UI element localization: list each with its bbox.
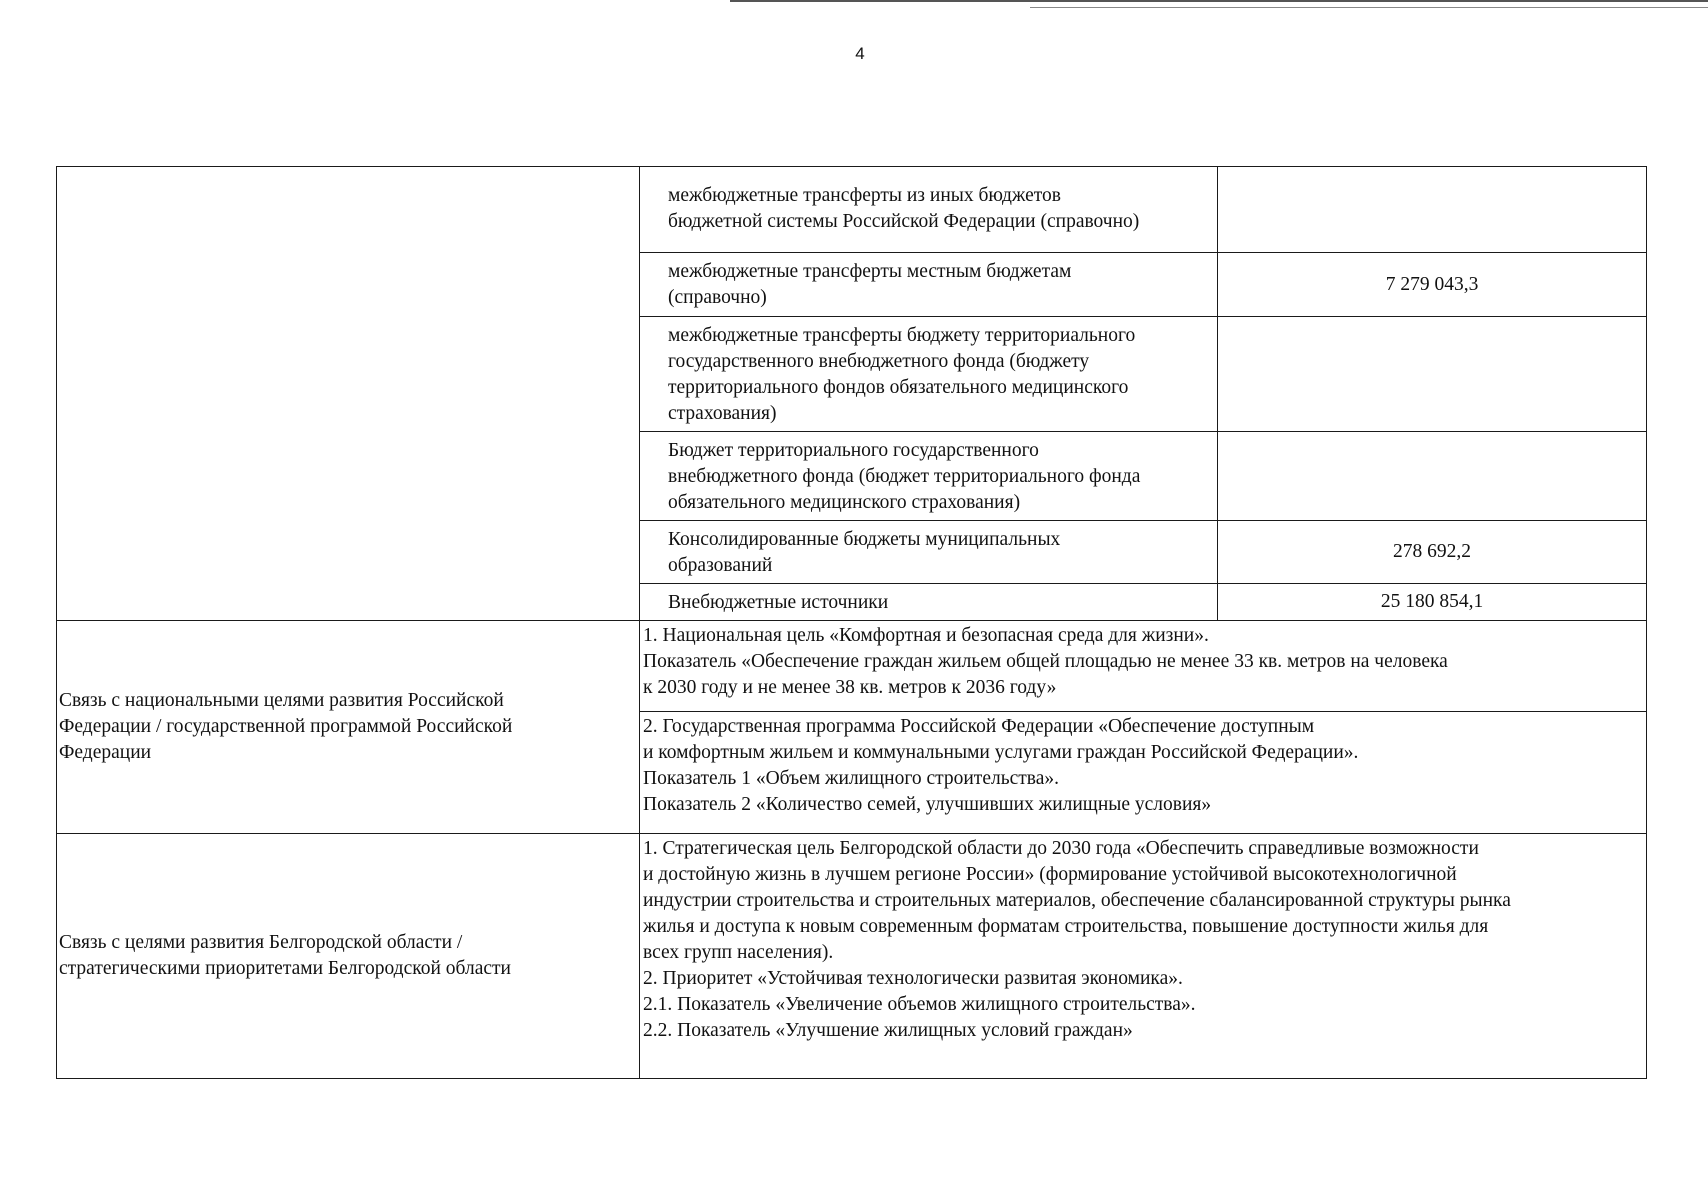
financing-source-cell: межбюджетные трансферты бюджету территориального государственного внебюджетного фонда (бюджету территориального фондов обязательного медицинского страхования): [640, 317, 1218, 432]
table-row: [57, 167, 1647, 253]
passport-table: [56, 166, 1647, 1079]
financing-source-cell: Консолидированные бюджеты муниципальных образований: [640, 521, 1218, 584]
financing-source-cell: межбюджетные трансферты из иных бюджетов бюджетной системы Российской Федерации (справочно): [640, 167, 1218, 253]
financing-source-cell: Бюджет территориального государственного внебюджетного фонда (бюджет территориального фонда обязательного медицинского страхования): [640, 432, 1218, 521]
financing-value-cell: 278 692,2: [1218, 521, 1647, 584]
top-scan-rule: [730, 0, 1708, 2]
financing-value-cell: [1218, 317, 1647, 432]
table-row: [57, 621, 1647, 712]
financing-source-cell: межбюджетные трансферты местным бюджетам (справочно): [640, 253, 1218, 317]
page-number: 4: [855, 44, 865, 63]
regional-goal-block: 1. Стратегическая цель Белгородской области до 2030 года «Обеспечить справедливые возможности и достойную жизнь в лучшем регионе России» (формирование устойчивой высокотехнологичной индустрии строительства и строительных материалов, обеспечение сбалансированной структуры рынка жилья и доступа к новым современным форматам строительства, повышение доступности жилья для всех групп населения). 2. Приоритет «Устойчивая технологически развитая экономика». 2.1. Показатель «Увеличение объемов жилищного строительства». 2.2. Показатель «Улучшение жилищных условий граждан»: [640, 834, 1647, 1079]
financing-source-cell: Внебюджетные источники: [640, 584, 1218, 621]
top-scan-rule-secondary: [1030, 7, 1708, 8]
regional-goals-label: Связь с целями развития Белгородской области / стратегическими приоритетами Белгородской области: [57, 834, 640, 1079]
national-goals-label: Связь с национальными целями развития Российской Федерации / государственной программой Российской Федерации: [57, 621, 640, 834]
financing-value-cell: 7 279 043,3: [1218, 253, 1647, 317]
national-goal-block: 1. Национальная цель «Комфортная и безопасная среда для жизни». Показатель «Обеспечение граждан жильем общей площадью не менее 33 кв. метров на человека к 2030 году и не менее 38 кв. метров к 2036 году»: [640, 621, 1647, 712]
financing-value-cell: 25 180 854,1: [1218, 584, 1647, 621]
table-row: [57, 834, 1647, 1079]
empty-label-cell: [57, 167, 640, 621]
financing-value-cell: [1218, 432, 1647, 521]
state-program-block: 2. Государственная программа Российской Федерации «Обеспечение доступным и комфортным жильем и коммунальными услугами граждан Российской Федерации». Показатель 1 «Объем жилищного строительства». Показатель 2 «Количество семей, улучшивших жилищные условия»: [640, 712, 1647, 834]
financing-value-cell: [1218, 167, 1647, 253]
